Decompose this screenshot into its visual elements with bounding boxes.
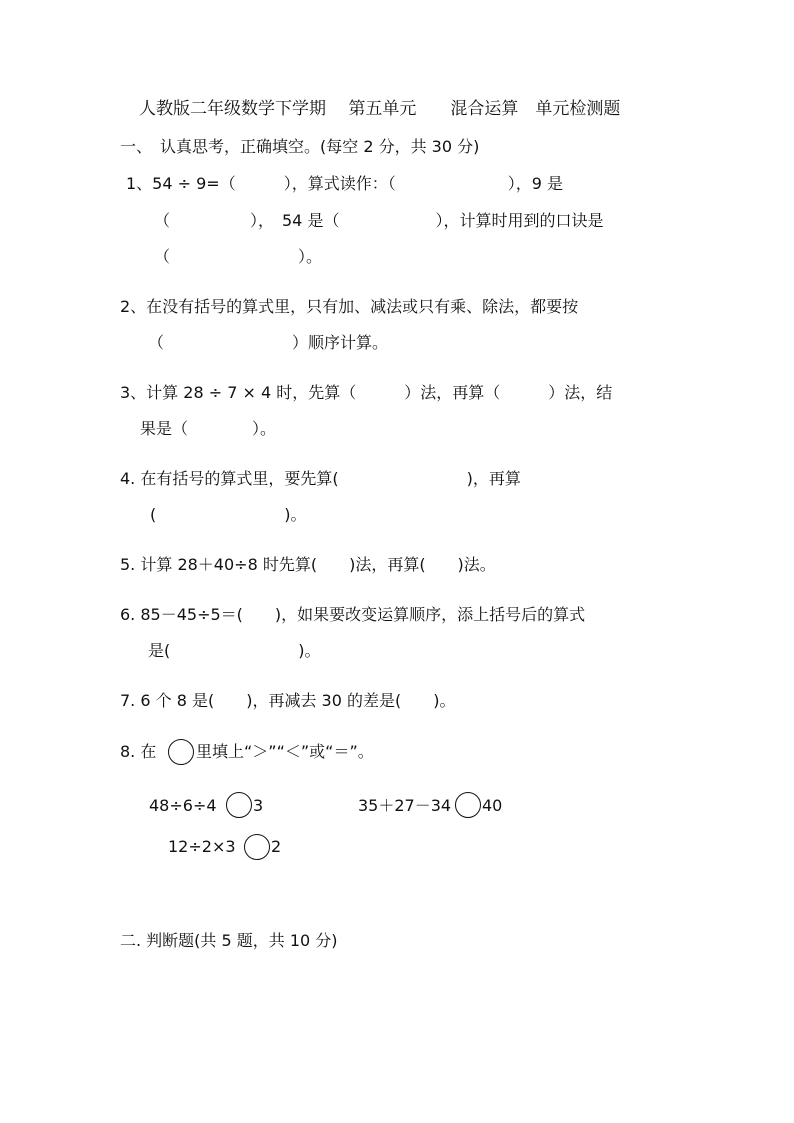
section2-heading: 二. 判断题(共 5 题，共 10 分) [120,931,338,950]
q8-prefix: 8. 在 [120,742,157,761]
q4-line1: 4. 在有括号的算式里，要先算( )，再算 [120,469,521,488]
q8-suffix: 里填上“＞”“＜”或“＝”。 [196,742,374,761]
compare-item-2-right: 40 [482,796,503,815]
q1-line2: （ ）， 54 是（ ），计算时用到的口诀是 [154,211,604,230]
q3-line1: 3、计算 28 ÷ 7 × 4 时，先算（ ）法，再算（ ）法，结 [120,383,613,402]
compare-item-3-right: 2 [271,837,282,856]
q7-line1: 7. 6 个 8 是( )，再减去 30 的差是( )。 [120,691,456,710]
compare-item-1-right: 3 [253,796,264,815]
q6-line2: 是( )。 [148,641,321,660]
q1-line3: （ ）。 [154,247,323,266]
q4-line2: ( )。 [150,505,307,524]
compare-item-1-circle[interactable] [226,792,252,818]
section1-heading: 一、 认真思考，正确填空。(每空 2 分，共 30 分) [120,137,480,156]
q6-line1: 6. 85－45÷5＝( )，如果要改变运算顺序，添上括号后的算式 [120,605,586,624]
q2-line2: （ ）顺序计算。 [148,333,389,352]
q3-line2: 果是（ ）。 [140,419,277,438]
compare-item-3-left: 12÷2×3 [168,837,236,856]
compare-item-2-circle[interactable] [455,792,481,818]
q5-line1: 5. 计算 28＋40÷8 时先算( )法，再算( )法。 [120,555,496,574]
compare-item-3-circle[interactable] [244,834,270,860]
compare-item-2-left: 35＋27－34 [358,796,452,815]
compare-circle-icon [168,739,194,765]
page-title: 人教版二年级数学下学期 第五单元 混合运算 单元检测题 [139,99,621,119]
q2-line1: 2、在没有括号的算式里，只有加、减法或只有乘、除法，都要按 [120,297,579,316]
q1-line1: 1、54 ÷ 9=（ ），算式读作：（ ），9 是 [126,174,563,193]
compare-item-1-left: 48÷6÷4 [149,796,217,815]
